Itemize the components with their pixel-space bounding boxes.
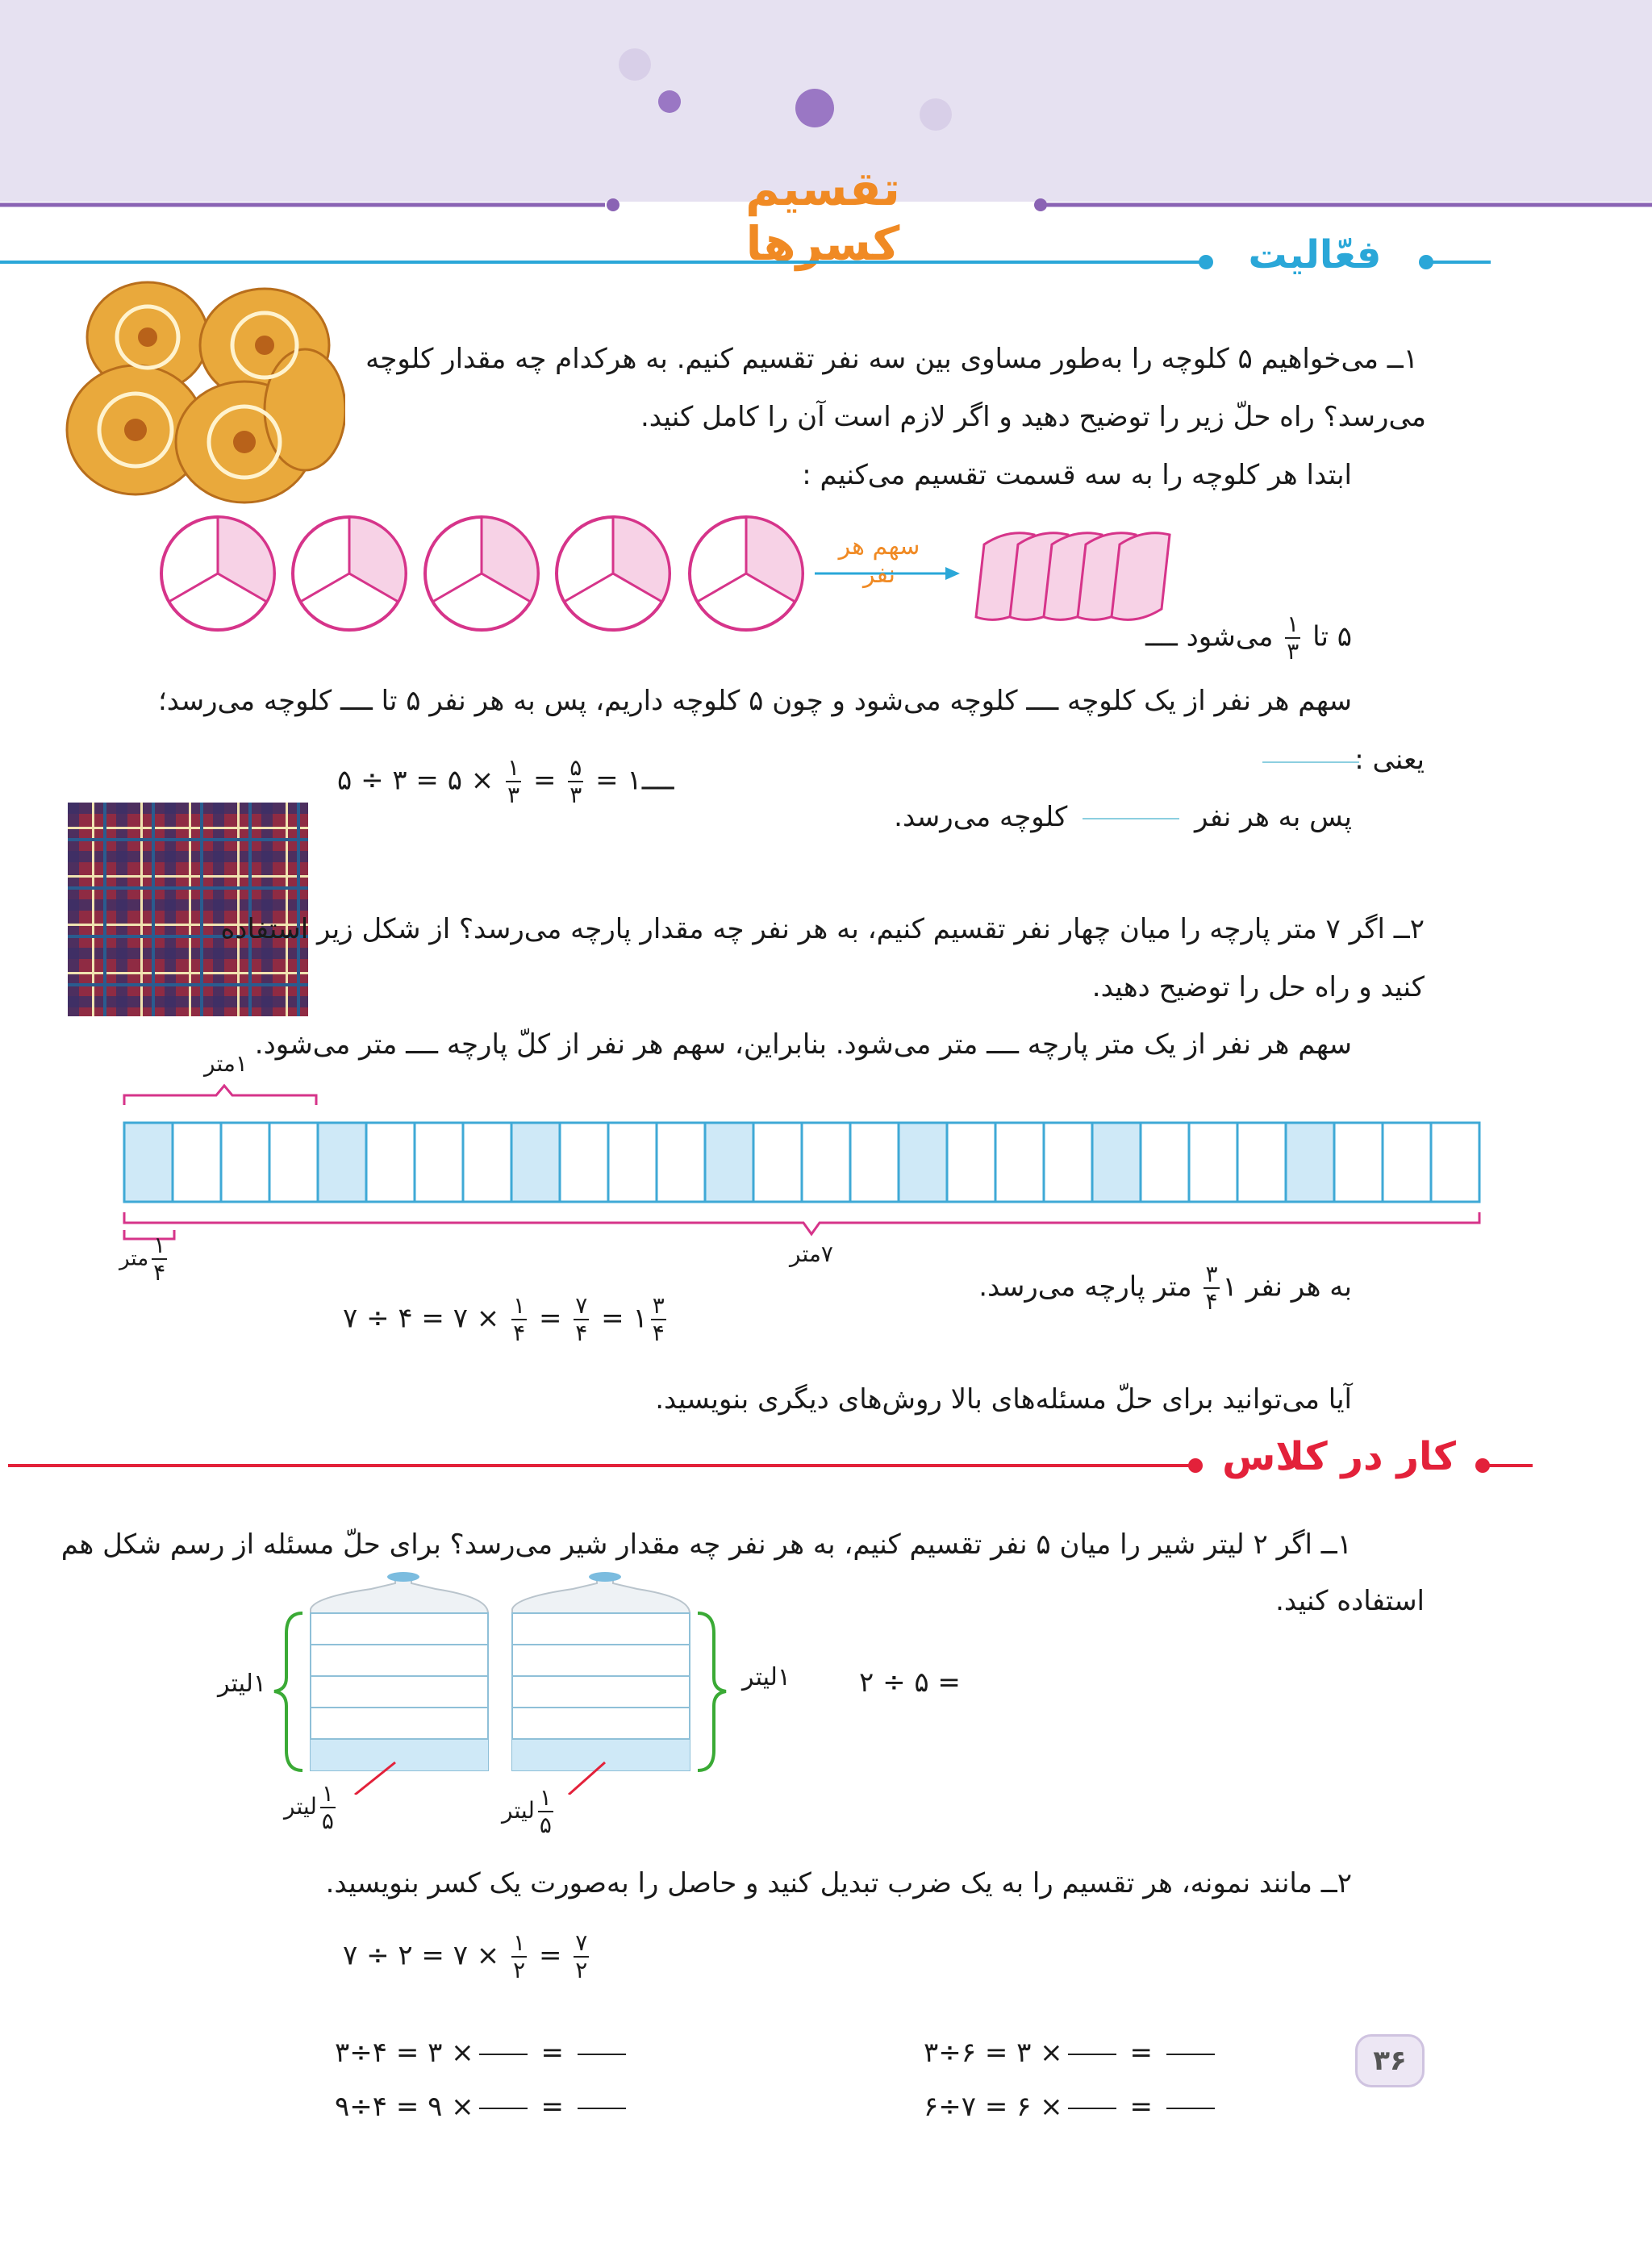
exercise-item[interactable]: ۹÷۴ = ۹ × = [335,2091,631,2123]
q2-line2: کنید و راه حل را توضیح دهید. [1091,971,1425,1003]
exercise-item[interactable]: ۳÷۶ = ۳ × = [924,2037,1220,2069]
strip-segment [1334,1123,1383,1202]
strip-segment-shaded [1092,1123,1141,1202]
strip-segment [1431,1123,1479,1202]
seven-meter-brace [124,1212,1479,1234]
yani-answer-blank[interactable] [1262,761,1359,763]
strip-segment-shaded [705,1123,753,1202]
liter-label-left: ۱لیتر [218,1670,266,1698]
strip-segment [657,1123,705,1202]
strip-segment [753,1123,802,1202]
q2-equation: ۷ ÷ ۴ = ۷ × $\frac{۱}{۴}$ = $\frac{۷}{۴}$ = ۱ $\frac{۳}{۴}$ [343,1292,665,1346]
strip-segment [173,1123,221,1202]
q1-line3: ابتدا هر کلوچه را به سه قسمت تقسیم می‌کنیم : [802,459,1352,491]
liter-label-right: ۱لیتر [742,1663,791,1691]
milk-equation[interactable]: ۲ ÷ ۵ = [859,1666,961,1699]
cw-q1-line1: ۱ــ اگر ۲ لیتر شیر را میان ۵ نفر تقسیم کنیم، به هر نفر چه مقدار شیر می‌رسد؟ برای حلّ مسئله از رسم شکل هم [60,1528,1352,1561]
exercise-item[interactable]: ۳÷۴ = ۳ × = [335,2037,631,2069]
q2-result: به هر نفر ۱ $\frac{۳}{۴}$ متر پارچه می‌رسد. [978,1261,1352,1315]
share-piece [1112,533,1170,620]
strip-segment [802,1123,850,1202]
strip-segment [269,1123,318,1202]
strip-segment [850,1123,899,1202]
cookies-image [63,273,345,507]
strip-segment [1044,1123,1092,1202]
strip-segment [463,1123,511,1202]
strip-segment [560,1123,608,1202]
cw-q2-example: ۷ ÷ ۲ = ۷ × $\frac{۱}{۲}$ = $\frac{۷}{۲}$ [343,1929,588,1983]
jug-left [274,1572,488,1795]
seven-meter-label: ۷متر [790,1241,833,1267]
activity-heading: فعّالیت [1248,232,1382,277]
one-meter-label: ۱متر [204,1050,248,1077]
strip-segment-shaded [511,1123,560,1202]
decor-dot [619,48,651,81]
cw-q2-line1: ۲ــ مانند نمونه، هر تقسیم را به یک ضرب تبدیل کنید و حاصل را به‌صورت یک کسر بنویسید. [325,1867,1352,1899]
fraction-one-third: $\frac{۱}{۳}$ [1287,611,1299,665]
classwork-heading: کار در کلاس [1222,1434,1456,1479]
q2-line1: ۲ــ اگر ۷ متر پارچه را میان چهار نفر تقسیم کنیم، به هر نفر چه مقدار پارچه می‌رسد؟ از شکل زیر استفاده [220,913,1425,945]
jug-right [512,1572,726,1795]
q1-sentence: سهم هر نفر از یک کلوچه ــــ کلوچه می‌شود و چون ۵ کلوچه داریم، پس به هر نفر ۵ تا ــــ کلوچه می‌رسد؛ [158,685,1352,717]
share-arrow-label: سهم هر نفر [838,532,920,589]
decor-dot [658,90,681,113]
strip-segment [608,1123,657,1202]
q1-equation: ۵ ÷ ۳ = ۵ × $\frac{۱}{۳}$ = $\frac{۵}{۳}$ = ۱ــــ [337,754,674,808]
strip-segment [1383,1123,1431,1202]
strip-segment [1141,1123,1189,1202]
strip-segment [366,1123,415,1202]
yani-label: یعنی : [1354,744,1425,776]
exercise-item[interactable]: ۶÷۷ = ۶ × = [924,2091,1220,2123]
decor-dot [795,89,834,127]
strip-segment [221,1123,269,1202]
so-each-blank[interactable] [1083,818,1179,819]
cookie-circles-diagram [153,496,1299,641]
strip-segment-shaded [124,1123,173,1202]
other-methods-question: آیا می‌توانید برای حلّ مسئله‌های بالا روش‌های دیگری بنویسید. [655,1383,1352,1416]
eq-frac-1-3: $\frac{۱}{۳}$ [507,754,520,808]
strip-segment-shaded [318,1123,366,1202]
fifth-liter-left: $\frac{۱}{۵}$ لیتر [284,1780,334,1834]
becomes-text: می‌شود ــــ [1145,620,1274,653]
q1-line1: ۱ــ می‌خواهیم ۵ کلوچه را به‌طور مساوی بین سه نفر تقسیم کنیم. به هرکدام چه مقدار کلوچه [365,343,1418,375]
strip-segment [1189,1123,1237,1202]
share-arrow-head [945,567,960,580]
page-number: ۳۶ [1355,2034,1425,2087]
q2-line3: سهم هر نفر از یک متر پارچه ــــ متر می‌شود. بنابراین، سهم هر نفر از کلّ پارچه ــــ متر می‌شود. [254,1028,1352,1061]
fifth-liter-right: $\frac{۱}{۵}$ لیتر [502,1784,552,1838]
eq-frac-5-3: $\frac{۵}{۳}$ [569,754,582,808]
strip-segment [947,1123,995,1202]
cw-q1-line2: استفاده کنید. [1275,1585,1425,1617]
one-meter-brace [124,1086,316,1105]
strip-segment-shaded [1286,1123,1334,1202]
strip-segment [995,1123,1044,1202]
decor-dot [920,98,952,131]
strip-segment [1237,1123,1286,1202]
quarter-meter-label: $\frac{۱}{۴}$ متر [119,1232,166,1286]
strip-segment-shaded [899,1123,947,1202]
milk-jugs-diagram [266,1569,750,1795]
so-each-line: پس به هر نفر کلوچه می‌رسد. [894,801,1352,833]
page-title: تقسیم کسرها [745,161,900,271]
five-thirds-line [1145,613,1352,663]
q1-line2: می‌رسد؟ راه حلّ زیر را توضیح دهید و اگر لازم است آن را کامل کنید. [640,401,1426,433]
five-text: ۵ تا [1312,620,1352,653]
strip-segment [415,1123,463,1202]
